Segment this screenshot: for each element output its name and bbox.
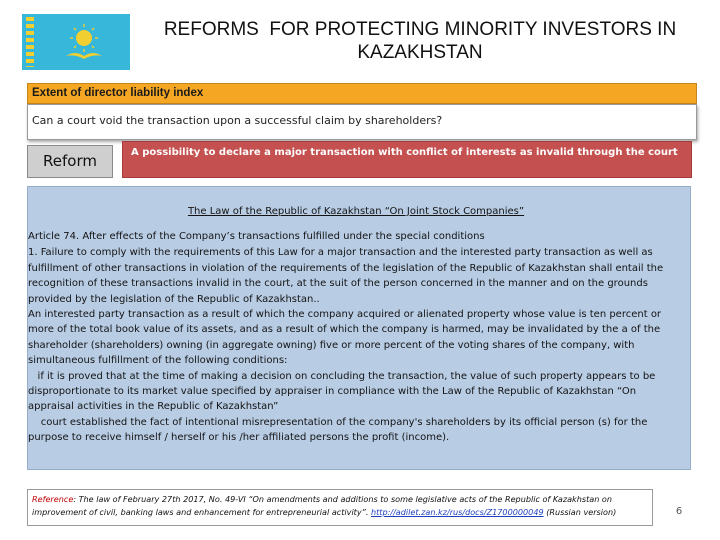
law-condition-2: court established the fact of intentional misrepresentation of the company's shareholders by its official person (s) for the purpose to receive himself / herself or his /her affiliated persons the profit (income). [28, 416, 651, 444]
law-paragraph-1: 1. Failure to comply with the requirements of this Law for a major transaction and the interested party transaction as well as fulfillment of other transactions in violation of the requirements of the legislation of the Republic of Kazakhstan shall entail the recognition of these transactions invalid in the court, at the suit of the person concerned in the manner and on the grounds provided by the legislation of the Republic of Kazakhstan.. [28, 247, 664, 305]
page-number: 6 [675, 506, 683, 517]
reform-description: A possibility to declare a major transaction with conflict of interests as invalid through the court [122, 141, 692, 178]
law-excerpt-box [27, 186, 691, 470]
reference-text-3: (Russian version) [543, 507, 617, 517]
reference-link[interactable]: http://adilet.zan.kz/rus/docs/Z1700000049 [371, 507, 544, 517]
reference-line-1 [32, 493, 652, 506]
law-article-heading: Article 74. After effects of the Company’s transactions fulfilled under the special conditions [28, 231, 485, 242]
law-paragraph-2: An interested party transaction as a result of which the company acquired or alienated property whose value is ten percent or more of the total book value of its assets, and as a result of which the company is harmed, may be invalidated by the a of the shareholder (shareholders) owning (in aggregate owning) five or more percent of the voting shares of the company, with simultaneous fulfillment of the following conditions: [28, 309, 662, 367]
reference-text-2: improvement of civil, banking laws and enhancement for entrepreneurial activity”. [32, 507, 371, 517]
law-condition-1: if it is proved that at the time of making a decision on concluding the transaction, the value of such property appears to be disproportionate to its market value specified by appraiser in compliance with the Law of the Republic of Kazakhstan “On appraisal activities in the Republic of Kazakhstan” [28, 370, 659, 413]
reference-line-2 [32, 506, 652, 519]
kazakhstan-flag-icon [22, 14, 130, 70]
page-title [140, 18, 700, 64]
flag-sun-eagle [22, 14, 130, 70]
question-box: Can a court void the transaction upon a successful claim by shareholders? [27, 104, 697, 140]
reference-box [27, 489, 653, 526]
reference-text-1: : The law of February 27th 2017, No. 49-VI “On amendments and additions to some legislative acts of the Republic of Kazakhstan on [73, 494, 612, 504]
index-label-bar: Extent of director liability index [27, 83, 697, 104]
law-title: The Law of the Republic of Kazakhstan “On Joint Stock Companies” [187, 206, 525, 217]
page-title-line-1: REFORMS FOR PROTECTING MINORITY INVESTORS IN [163, 19, 677, 40]
reference-label: Reference [32, 494, 74, 504]
reform-label: Reform [27, 145, 113, 178]
page-title-line-2: KAZAKHSTAN [357, 42, 483, 63]
